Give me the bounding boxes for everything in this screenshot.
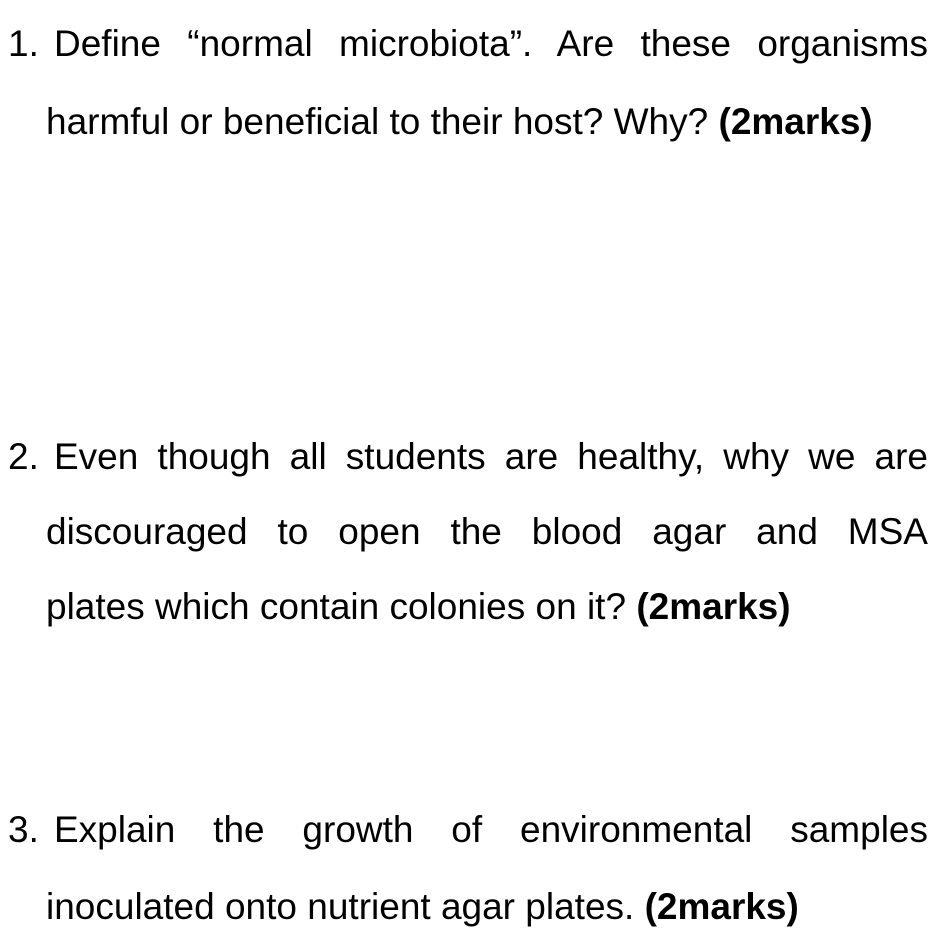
question-text: plates which contain colonies on it?: [46, 586, 627, 627]
question-text-line: Explain the growth of environmental samples: [54, 809, 928, 850]
question-text-line: [46, 585, 928, 629]
question-number: 2.: [8, 436, 39, 477]
question-number: 1.: [8, 23, 39, 64]
question-text: inoculated onto nutrient agar plates.: [46, 886, 635, 927]
question-text: harmful or beneficial to their host? Why?: [46, 101, 709, 142]
marks-label: (2marks): [718, 101, 873, 142]
question-text-line: [46, 100, 928, 144]
marks-label: (2marks): [644, 886, 799, 927]
question-text-line: discouraged to open the blood agar and MSA: [46, 511, 928, 552]
question-text-line: [46, 885, 928, 929]
question-text-line: Even though all students are healthy, why we are: [54, 436, 928, 477]
marks-label: (2marks): [636, 586, 791, 627]
question-number: 3.: [8, 809, 39, 850]
question-text-line: Define “normal microbiota”. Are these organisms: [54, 23, 928, 64]
